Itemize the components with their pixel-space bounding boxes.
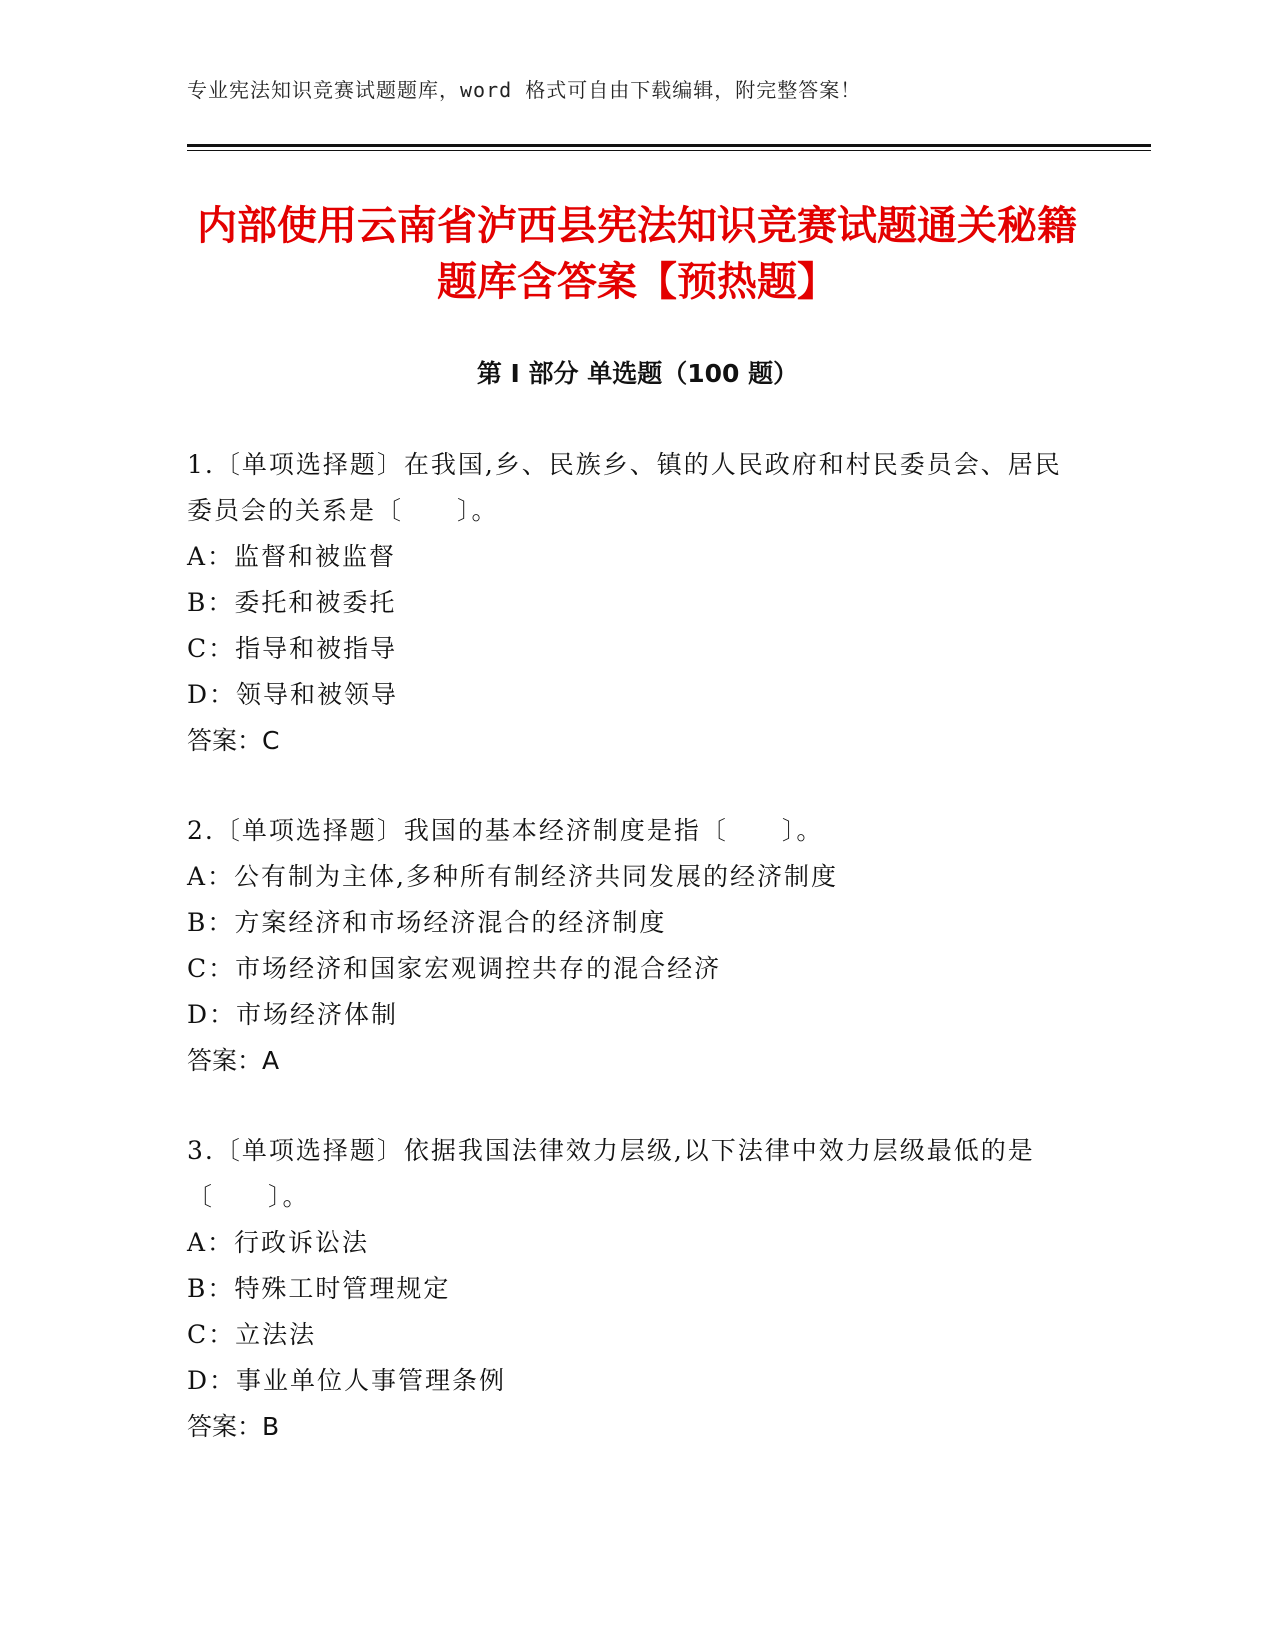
header-note: 专业宪法知识竞赛试题题库，word 格式可自由下载编辑，附完整答案！ [187,78,862,102]
option-a: A：公有制为主体,多种所有制经济共同发展的经济制度 [187,862,839,891]
answer: 答案：B [187,1412,280,1441]
option-c: C：指导和被指导 [187,634,398,663]
question-stem: 3.〔单项选择题〕依据我国法律效力层级,以下法律中效力层级最低的是〔 〕。 [187,1136,1035,1211]
question-1 [187,442,1077,764]
question-2 [187,808,1077,1084]
question-3 [187,1128,1077,1450]
option-c: C：立法法 [187,1320,317,1349]
option-a: A：监督和被监督 [187,542,397,571]
answer: 答案：C [187,726,280,755]
option-d: D：市场经济体制 [187,1000,399,1029]
header-rule-thin [187,150,1151,151]
header-rule-thick [187,144,1151,147]
option-b: B：方案经济和市场经济混合的经济制度 [187,908,667,937]
document-title: 内部使用云南省泸西县宪法知识竞赛试题通关秘籍题库含答案【预热题】 [197,203,1077,305]
option-a: A：行政诉讼法 [187,1228,370,1257]
option-d: D：事业单位人事管理条例 [187,1366,507,1395]
section-heading: 第 I 部分 单选题（100 题） [476,359,799,388]
option-c: C：市场经济和国家宏观调控共存的混合经济 [187,954,722,983]
option-b: B：委托和被委托 [187,588,397,617]
option-d: D：领导和被领导 [187,680,399,709]
question-stem: 2.〔单项选择题〕我国的基本经济制度是指〔 〕。 [187,816,824,845]
option-b: B：特殊工时管理规定 [187,1274,451,1303]
question-list [187,442,1077,1494]
question-stem: 1.〔单项选择题〕在我国,乡、民族乡、镇的人民政府和村民委员会、居民委员会的关系是〔 〕。 [187,450,1062,525]
answer: 答案：A [187,1046,280,1075]
